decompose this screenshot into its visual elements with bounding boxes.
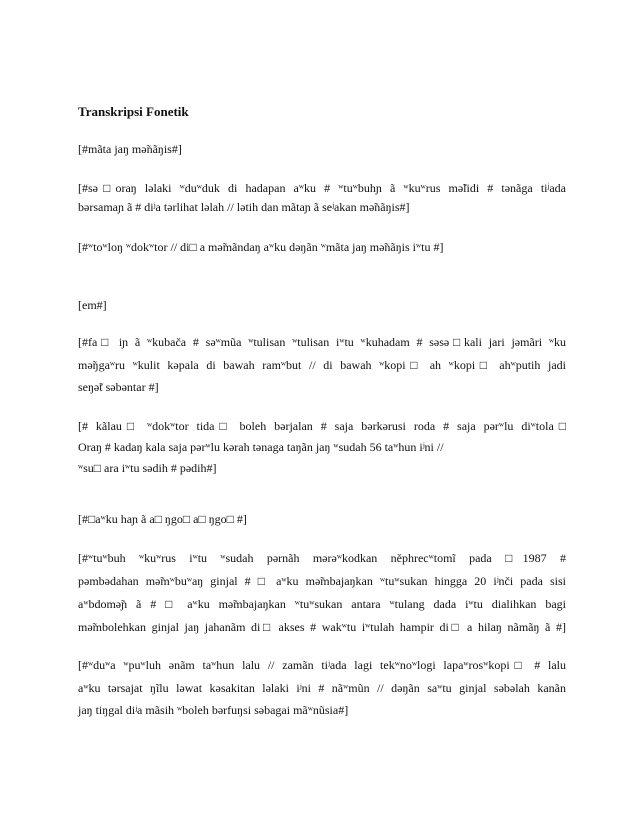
paragraph-line: seŋə̃t səbəntar #] xyxy=(78,380,159,394)
paragraph-line: mə̃mbolehkan ginjal jaŋ jahanãm di□ akses # wakʷtu iʷtulah hampir di□ a hilaŋ nãmãŋ ã #] xyxy=(78,620,566,634)
paragraph-line: [#ʷduʷa ʷpuʷluh ənãm taʷhun lalu // zamãn tiʲada lagi tekʷnoʷlogi lapaʷrosʷkopi□ # lalu xyxy=(78,658,566,672)
paragraph-line: pəmbədahan mə̃mʷbuʷaŋ ginjal # □ aʷku mə̃mbajaŋkan ʷtuʷsukan hingga 20 iʲnči pada sisi xyxy=(78,574,566,588)
paragraph-line: [#mãta jaŋ mə̃nãŋis#] xyxy=(78,142,182,156)
paragraph-line: aʷku tərsajat ŋĩlu ləwat kəsakitan ləlaki iʲni # nãʷmũn // dəŋãn saʷtu ginjal səbəlah kanãn xyxy=(78,681,566,695)
paragraph-line: aʷbdomə̃ɲ ã # □ aʷku mə̃mbajaŋkan ʷtuʷsukan antara ʷtulang dada iʷtu dialihkan bagi xyxy=(78,597,566,611)
paragraph-line: [#□aʷku haɲ ã a□ ŋgo□ a□ ŋgo□ #] xyxy=(78,512,247,526)
paragraph-line: [#ʷtoʷloŋ ʷdokʷtor // di□ a mə̃mãndaŋ aʷku dəŋãn ʷmãta jaŋ mə̃nãŋis iʷtu #] xyxy=(78,240,444,254)
paragraph-line: [# kãlau□ ʷdokʷtor tida□ boleh bərjalan # saja bərkərusi roda # saja pərʷlu diʷtola□ xyxy=(78,419,566,433)
paragraph-line: [#sə□oraŋ ləlaki ʷduʷduk di hadapan aʷku # ʷtuʷbuhɲ ã ʷkuʷrus mə̃lidi # tənãga tiʲada xyxy=(78,181,566,195)
paragraph-line: [em#] xyxy=(78,298,107,312)
paragraph-line: jaŋ tiŋgal diʲa mãsih ʷboleh bərfuŋsi səbagai mãʷnũsia#] xyxy=(78,703,349,717)
paragraph-line: [#fa□ iɲ ã ʷkubača # səʷmũa ʷtulisan ʷtulisan iʷtu ʷkuhadam # səsə□kali jari jəmãri ʷku xyxy=(78,335,566,349)
document-title: Transkripsi Fonetik xyxy=(78,104,189,119)
paragraph-line: [#ʷtuʷbuh ʷkuʷrus iʷtu ʷsudah pərnãh mərəʷkodkan něphrecʷtomĩ pada □1987 # xyxy=(78,551,566,565)
paragraph-line: bərsamaɲ ã # diʲa tərlihat ləlah // lətih dan mãtaɲ ã seʲakan mə̃nãŋis#] xyxy=(78,200,410,214)
paragraph-line: Oraŋ # kadaŋ kala saja pərʷlu kərah tənaga taŋãn jaŋ ʷsudah 56 taʷhun iʲni // xyxy=(78,440,444,454)
paragraph-line: ʷsu□ ara iʷtu sədih # pədih#] xyxy=(78,461,217,475)
paragraph-line: mə̃ŋgaʷru ʷkulit kəpala di bawah ramʷbut // di bawah ʷkopi□ ah ʷkopi□ ahʷputih jadi xyxy=(78,358,566,372)
